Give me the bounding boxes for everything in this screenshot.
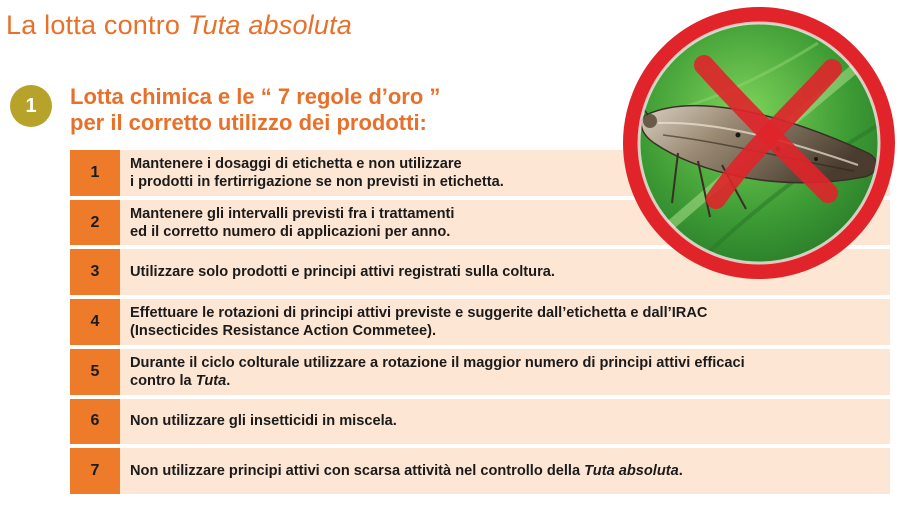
rule-text (120, 349, 890, 395)
rule-row-4 (70, 299, 890, 345)
moth-prohibited-illustration (618, 3, 900, 281)
rule-text-suffix: . (678, 463, 683, 480)
rule-text-body: Effettuare le rotazioni di principi attivi previste e suggerite dall’etichetta e dall’IRAC (Insecticides Resistance Action Commetee). (130, 305, 708, 340)
rule-text (120, 299, 890, 345)
rule-text-emphasis: Tuta absoluta (584, 463, 679, 480)
section-heading-line-2: per il corretto utilizzo dei prodotti: (70, 110, 427, 135)
rule-text-body: Mantenere i dosaggi di etichetta e non utilizzare i prodotti in fertirrigazione se non previsti in etichetta. (130, 155, 504, 190)
rule-text (120, 448, 890, 494)
rule-text-body: Mantenere gli intervalli previsti fra i trattamenti ed il corretto numero di applicazioni per anno. (130, 205, 455, 240)
rule-number: 6 (70, 399, 120, 445)
rule-text-suffix: . (226, 372, 231, 389)
section-heading-line-1: Lotta chimica e le “ 7 regole d’oro ” (70, 84, 441, 109)
rule-number: 4 (70, 299, 120, 345)
page-title (6, 10, 352, 41)
page-title-emphasis: Tuta absoluta (187, 10, 353, 40)
page-title-prefix: La lotta contro (6, 10, 188, 40)
rule-number: 5 (70, 349, 120, 395)
rule-number: 1 (70, 150, 120, 196)
rule-text-body: Non utilizzare gli insetticidi in miscela. (130, 413, 397, 430)
rule-text-body: Non utilizzare principi attivi con scarsa attività nel controllo della (130, 463, 585, 480)
rule-text (120, 399, 890, 445)
rule-text-emphasis: Tuta (195, 372, 227, 389)
rule-number: 7 (70, 448, 120, 494)
section-heading (70, 84, 440, 136)
rule-row-5 (70, 349, 890, 395)
rule-row-6 (70, 399, 890, 445)
rule-number: 3 (70, 249, 120, 295)
section-number-badge: 1 (10, 85, 52, 127)
rule-row-7 (70, 448, 890, 494)
rule-text-body: Utilizzare solo prodotti e principi attivi registrati sulla coltura. (130, 264, 555, 281)
rule-number: 2 (70, 200, 120, 246)
rule-text-body: Durante il ciclo colturale utilizzare a rotazione il maggior numero di principi attivi efficaci contro la (130, 354, 745, 389)
